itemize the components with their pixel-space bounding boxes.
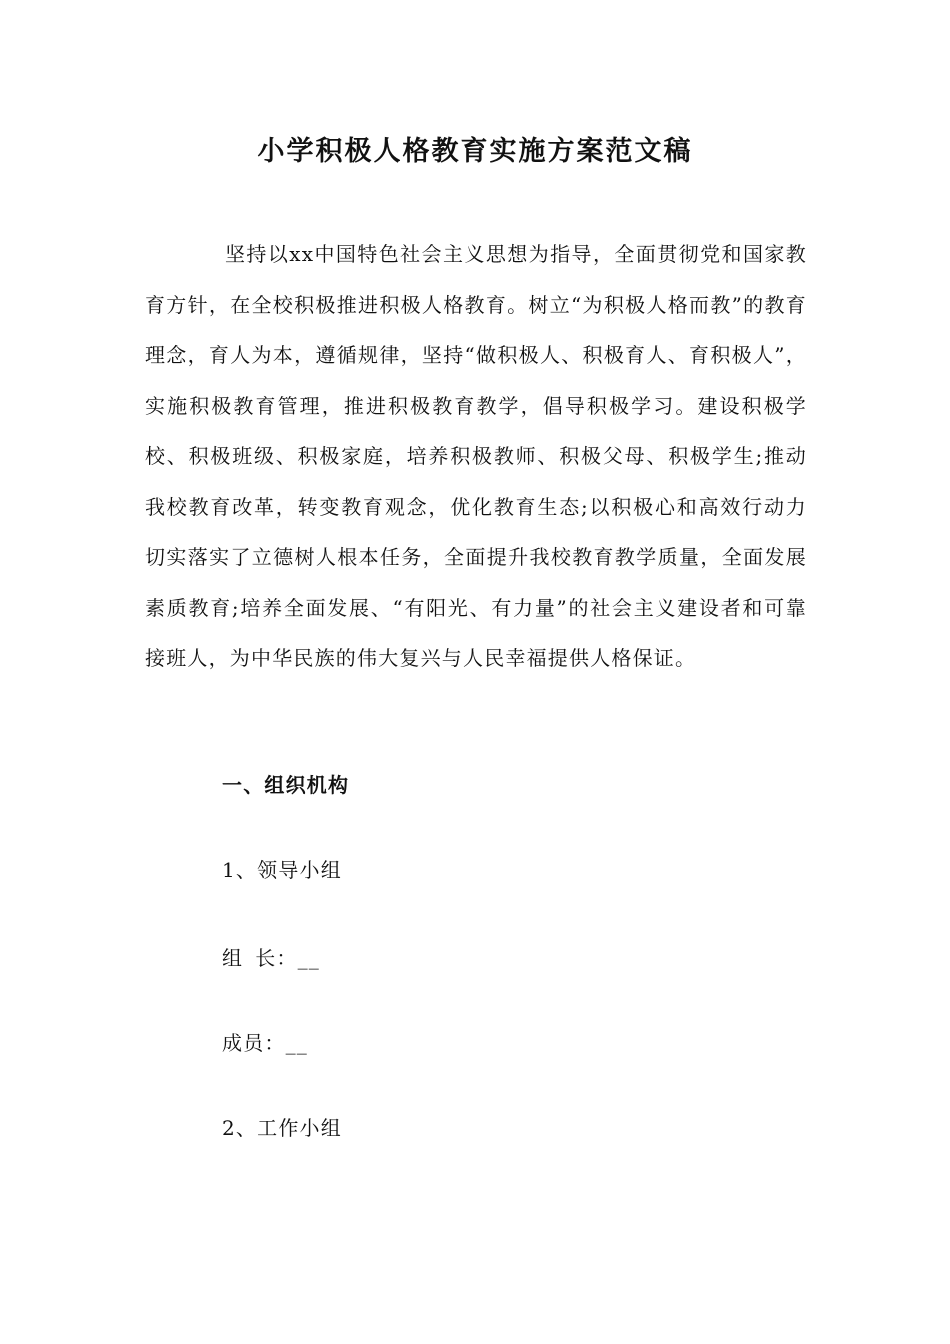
page-title: 小学积极人格教育实施方案范文稿 <box>257 136 693 167</box>
group-member-line: 成员：__ <box>222 1031 308 1055</box>
group-leader-label-part1: 组 <box>222 946 244 970</box>
subsection-working-group: 2、工作小组 <box>222 1116 342 1140</box>
section-heading: 一、组织机构 <box>222 773 350 797</box>
group-leader-label-part2: 长：__ <box>255 946 321 970</box>
intro-paragraph: 坚持以xx中国特色社会主义思想为指导，全面贯彻党和国家教育方针，在全校积极推进积极人格教育。树立“为积极人格而教”的教育理念，育人为本，遵循规律，坚持“做积极人、积极育人、育积极人”，实施积极教育管理，推进积极教育教学，倡导积极学习。建设积极学校、积极班级、积极家庭，培养积极教师、积极父母、积极学生;推动我校教育改革，转变教育观念，优化教育生态;以积极心和高效行动力切实落实了立德树人根本任务，全面提升我校教育教学质量，全面发展素质教育;培养全面发展、“有阳光、有力量”的社会主义建设者和可靠接班人，为中华民族的伟大复兴与人民幸福提供人格保证。 <box>145 242 807 670</box>
group-leader-line <box>222 940 320 976</box>
subsection-leadership-group: 1、领导小组 <box>222 858 342 882</box>
